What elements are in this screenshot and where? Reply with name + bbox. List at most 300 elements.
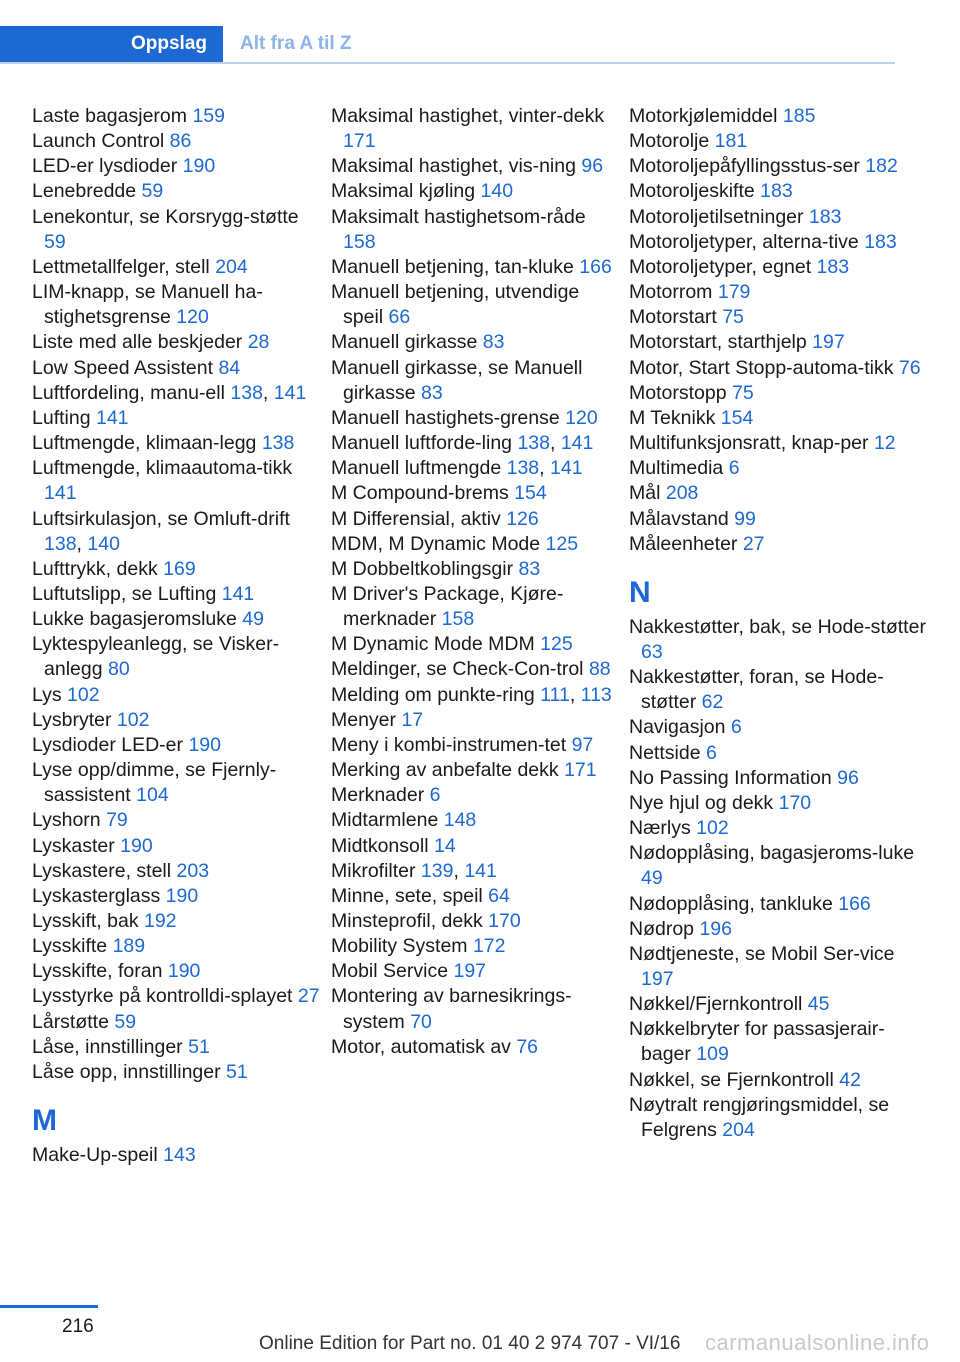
- index-term: Mikrofilter: [331, 859, 421, 882]
- page-reference-link[interactable]: 204: [215, 255, 248, 278]
- page-reference-link[interactable]: 45: [807, 993, 830, 1016]
- page-reference-link[interactable]: 141: [221, 582, 255, 605]
- page-number: 216: [62, 1316, 94, 1337]
- index-term: Manuell luftforde‐ling: [331, 432, 518, 455]
- index-entry: Melding om punkte‐ring 111, 113: [331, 683, 612, 706]
- page-reference-link[interactable]: 139: [420, 859, 454, 882]
- index-term: Lyskastere, stell: [32, 859, 177, 882]
- index-term: Mål: [629, 482, 666, 505]
- page-reference-link[interactable]: 6: [429, 784, 441, 807]
- page-reference-link[interactable]: 62: [701, 691, 724, 714]
- index-term: Lettmetallfelger, stell: [32, 255, 216, 278]
- index-entry: [32, 582, 322, 607]
- page-reference-link[interactable]: 159: [192, 105, 225, 127]
- page-reference-link[interactable]: 83: [482, 331, 505, 354]
- page-reference-link[interactable]: 59: [44, 230, 66, 253]
- page-reference-link[interactable]: 192: [143, 910, 177, 932]
- page-reference-link[interactable]: 183: [816, 255, 850, 278]
- index-column-1: [32, 104, 322, 1168]
- index-term: Manuell girkasse: [331, 331, 483, 354]
- index-entry: Mikrofilter 139, 141: [331, 859, 497, 882]
- page-reference-link[interactable]: 154: [720, 406, 754, 429]
- index-term: Motorkjølemiddel: [629, 105, 783, 127]
- index-column-3: [629, 104, 929, 1143]
- index-entry: [331, 884, 621, 909]
- page-reference-link[interactable]: 76: [898, 356, 921, 379]
- index-entry: [331, 557, 621, 582]
- index-term: Midtarmlene: [331, 809, 444, 832]
- page-reference-link[interactable]: 6: [728, 457, 740, 480]
- page-reference-link[interactable]: 120: [565, 406, 598, 429]
- index-entry: [629, 305, 929, 330]
- index-entry: [32, 834, 322, 859]
- index-term: Menyer: [331, 708, 402, 731]
- page-reference-link[interactable]: 196: [699, 917, 732, 940]
- index-entry: [32, 934, 322, 959]
- page-number-rule: [0, 1305, 98, 1308]
- index-term: Luftsirkulasjon, se Omluft‐drift: [32, 507, 290, 530]
- page-reference-link[interactable]: 59: [141, 180, 164, 203]
- index-term: Nakkestøtter, foran, se Hode‐støtter: [629, 666, 884, 714]
- page-reference-link[interactable]: 143: [163, 1144, 196, 1167]
- index-term: Motoroljepåfyllingsstus‐ser: [629, 155, 866, 178]
- index-entry: [629, 179, 929, 204]
- index-entry: [32, 280, 322, 330]
- index-entry: [32, 1010, 322, 1035]
- page-reference-link[interactable]: 76: [516, 1035, 539, 1058]
- page-reference-link[interactable]: 138: [44, 532, 77, 555]
- index-term: M Dynamic Mode MDM: [331, 633, 541, 656]
- page-reference-link[interactable]: 138: [230, 381, 263, 404]
- page-reference-link[interactable]: 49: [641, 867, 663, 890]
- page-reference-link[interactable]: 14: [433, 834, 456, 857]
- index-term: Lyktespyleanlegg, se Visker‐anlegg: [32, 633, 280, 681]
- page-reference-link[interactable]: 140: [480, 180, 514, 203]
- page-reference-link[interactable]: 190: [120, 834, 153, 857]
- page-reference-link[interactable]: 138: [517, 432, 550, 455]
- index-entry: [331, 255, 621, 280]
- index-entry: [32, 154, 322, 179]
- page-reference-link[interactable]: 183: [864, 230, 897, 253]
- index-term: Launch Control: [32, 130, 170, 153]
- index-entry: [32, 733, 322, 758]
- index-term: Manuell luftmengde: [331, 457, 507, 480]
- page-reference-link[interactable]: 27: [297, 985, 320, 1008]
- index-term: Luftmengde, klimaan‐legg: [32, 432, 262, 455]
- page-reference-link[interactable]: 80: [107, 658, 130, 681]
- index-entry: [629, 665, 929, 715]
- page-reference-link[interactable]: 51: [188, 1035, 210, 1058]
- index-term: Lyskasterglass: [32, 884, 166, 907]
- index-entry: [629, 406, 929, 431]
- index-entry: [331, 657, 621, 682]
- index-entry: [331, 330, 621, 355]
- index-entry: [331, 984, 621, 1034]
- index-entry: [331, 959, 621, 984]
- page-reference-link[interactable]: 140: [87, 532, 120, 555]
- index-term: Minsteprofil, dekk: [331, 910, 489, 932]
- index-entry: [32, 104, 322, 129]
- index-term: Motorstopp: [629, 381, 732, 404]
- page-reference-link[interactable]: 182: [865, 155, 898, 178]
- index-term: Maksimal hastighet, vis‐ning: [331, 155, 582, 178]
- page-reference-link[interactable]: 138: [261, 432, 295, 455]
- index-entry: [32, 1060, 322, 1085]
- page-reference-link[interactable]: 70: [410, 1010, 432, 1033]
- index-entry: [331, 104, 621, 154]
- page-reference-link[interactable]: 158: [343, 230, 376, 253]
- index-term: Motor, Start Stopp-automa‐tikk: [629, 356, 899, 379]
- index-entry: [331, 758, 621, 783]
- index-term: M Differensial, aktiv: [331, 507, 507, 530]
- index-entry: [32, 1143, 322, 1168]
- page-reference-link[interactable]: 141: [273, 381, 307, 404]
- index-term: Low Speed Assistent: [32, 356, 219, 379]
- index-entry: [629, 892, 929, 917]
- index-entry: [32, 179, 322, 204]
- page-reference-link[interactable]: 75: [722, 306, 744, 329]
- index-entry: [629, 917, 929, 942]
- index-term: Melding om punkte‐ring: [331, 683, 541, 706]
- page-reference-link[interactable]: 208: [665, 482, 699, 505]
- index-term: Laste bagasjerom: [32, 105, 193, 127]
- page-reference-link[interactable]: 125: [540, 633, 573, 656]
- index-entry: [629, 1017, 929, 1067]
- index-section-letter: N: [629, 575, 651, 609]
- index-entry: [331, 356, 621, 406]
- page-reference-link[interactable]: 181: [714, 130, 748, 153]
- page-reference-link[interactable]: 141: [44, 482, 77, 505]
- index-term: Nakkestøtter, bak, se Hode‐støtter: [629, 615, 926, 638]
- index-entry: [331, 708, 621, 733]
- index-entry: [629, 1093, 929, 1143]
- index-term: Manuell girkasse, se Manuell girkasse: [331, 356, 583, 404]
- page-reference-link[interactable]: 113: [580, 683, 612, 706]
- page-reference-link[interactable]: 97: [571, 733, 594, 756]
- page-reference-link[interactable]: 6: [730, 716, 742, 739]
- index-section-letter: M: [32, 1104, 57, 1138]
- index-term: Nødopplåsing, tankluke: [629, 892, 839, 915]
- index-entry: [331, 934, 621, 959]
- index-entry: [32, 984, 322, 1009]
- page-reference-link[interactable]: 27: [742, 532, 765, 555]
- page-reference-link[interactable]: 66: [388, 306, 411, 329]
- index-term: Motoroljetilsetninger: [629, 205, 809, 228]
- edition-footer: Online Edition for Part no. 01 40 2 974 707 - VI/16: [259, 1333, 681, 1354]
- page-reference-link[interactable]: 99: [734, 507, 756, 530]
- page-reference-link[interactable]: 190: [165, 884, 199, 907]
- index-term: Nøkkel, se Fjernkontroll: [629, 1068, 840, 1091]
- page-reference-link[interactable]: 84: [218, 356, 241, 379]
- index-term: MDM, M Dynamic Mode: [331, 532, 546, 555]
- watermark: carmanualsonline.info: [705, 1330, 930, 1355]
- index-term: Lufttrykk, dekk: [32, 557, 164, 580]
- index-term: LED-er lysdioder: [32, 155, 183, 178]
- index-term: Mobil Service: [331, 960, 454, 983]
- index-entry: [331, 733, 621, 758]
- index-term: Motorolje: [629, 130, 715, 153]
- index-term: Lukke bagasjeromsluke: [32, 608, 243, 631]
- index-entry: [629, 356, 929, 381]
- index-entry: [629, 381, 929, 406]
- index-term: Motorrom: [629, 281, 718, 304]
- index-term: Lysdioder LED-er: [32, 733, 189, 756]
- index-column-2: [331, 104, 621, 1060]
- page-reference-link[interactable]: 170: [488, 910, 521, 932]
- index-term: Lysbryter: [32, 708, 117, 731]
- page-reference-link[interactable]: 63: [641, 640, 663, 663]
- index-entry: [629, 532, 929, 557]
- index-entry: [629, 615, 929, 665]
- index-term: Nettside: [629, 741, 706, 764]
- index-entry: [331, 179, 621, 204]
- index-entry: [32, 808, 322, 833]
- index-term: Multimedia: [629, 457, 729, 480]
- page-reference-link[interactable]: 126: [506, 507, 539, 530]
- index-term: Montering av barnesikrings‐system: [331, 985, 572, 1033]
- page-reference-link[interactable]: 154: [514, 482, 547, 505]
- index-term: Motorstart: [629, 306, 723, 329]
- page-reference-link[interactable]: 6: [705, 741, 717, 764]
- page-reference-link[interactable]: 83: [421, 381, 443, 404]
- page-reference-link[interactable]: 197: [812, 331, 845, 354]
- page-reference-link[interactable]: 138: [506, 457, 540, 480]
- page-reference-link[interactable]: 190: [167, 960, 201, 983]
- page-reference-link[interactable]: 104: [136, 784, 169, 807]
- page-reference-link[interactable]: 158: [441, 608, 475, 631]
- page-reference-link[interactable]: 75: [731, 381, 754, 404]
- index-term: Motoroljeskifte: [629, 180, 761, 203]
- page-reference-link[interactable]: 12: [873, 432, 896, 455]
- index-entry: [32, 557, 322, 582]
- index-term: Luftutslipp, se Lufting: [32, 582, 222, 605]
- page-reference-link[interactable]: 197: [641, 968, 674, 990]
- index-entry: [32, 205, 322, 255]
- index-entry: [629, 330, 929, 355]
- index-term: Lysskifte, foran: [32, 960, 168, 983]
- index-entry: [32, 129, 322, 154]
- index-entry: Manuell luftforde‐ling 138, 141: [331, 432, 594, 455]
- index-entry: [629, 816, 929, 841]
- page-reference-link[interactable]: 51: [226, 1060, 248, 1083]
- page-reference-link[interactable]: 141: [550, 457, 583, 480]
- page-reference-link[interactable]: 141: [560, 432, 594, 455]
- page-reference-link[interactable]: 190: [182, 155, 216, 178]
- index-entry: [629, 992, 929, 1017]
- page-reference-link[interactable]: 42: [839, 1068, 861, 1091]
- index-term: Lenebredde: [32, 180, 142, 203]
- index-term: M Dobbeltkoblingsgir: [331, 557, 519, 580]
- index-term: M Teknikk: [629, 406, 721, 429]
- index-entry: [32, 607, 322, 632]
- index-entry: Manuell luftmengde 138, 141: [331, 457, 583, 480]
- index-term: Liste med alle beskjeder: [32, 331, 248, 354]
- index-term: Nødtjeneste, se Mobil Ser‐vice: [629, 942, 895, 965]
- index-entry: [331, 154, 621, 179]
- index-term: Luftmengde, klimaautoma‐tikk: [32, 457, 293, 480]
- page-reference-link[interactable]: 28: [247, 331, 270, 354]
- index-entry: [331, 834, 621, 859]
- index-term: Lufting: [32, 406, 96, 429]
- index-entry: [32, 356, 322, 381]
- index-term: Midtkonsoll: [331, 834, 434, 857]
- index-term: No Passing Information: [629, 766, 838, 789]
- index-entry: [331, 481, 621, 506]
- page-reference-link[interactable]: 17: [401, 708, 424, 731]
- index-term: Nødrop: [629, 917, 700, 940]
- page-reference-link[interactable]: 190: [188, 733, 221, 756]
- index-entry: [331, 1035, 621, 1060]
- page-reference-link[interactable]: 111: [540, 683, 570, 706]
- index-entry: [629, 1068, 929, 1093]
- tab-alt-fra-a-til-z[interactable]: Alt fra A til Z: [240, 33, 352, 54]
- page-reference-link[interactable]: 166: [579, 255, 612, 278]
- index-entry: Luftfordeling, manu‐ell 138, 141: [32, 381, 307, 404]
- index-term: Nøkkel/Fjernkontroll: [629, 993, 808, 1016]
- page-reference-link[interactable]: 120: [176, 306, 209, 329]
- page-reference-link[interactable]: 185: [782, 105, 816, 127]
- index-entry: [629, 942, 929, 992]
- index-term: Navigasjon: [629, 716, 731, 739]
- index-term: Minne, sete, speil: [331, 884, 489, 907]
- index-term: Nøytralt rengjøringsmiddel, se Felgrens: [629, 1093, 890, 1141]
- index-entry: Luftsirkulasjon, se Omluft‐drift 138, 140: [32, 507, 290, 555]
- index-term: Make-Up-speil: [32, 1144, 164, 1167]
- page-reference-link[interactable]: 171: [343, 130, 376, 153]
- index-entry: [629, 255, 929, 280]
- index-entry: [331, 406, 621, 431]
- page-reference-link[interactable]: 59: [114, 1010, 137, 1033]
- index-term: Lyshorn: [32, 809, 107, 832]
- index-entry: [331, 532, 621, 557]
- index-term: Meldinger, se Check-Con‐trol: [331, 658, 589, 681]
- index-entry: [629, 766, 929, 791]
- index-term: LIM-knapp, se Manuell ha‐stighetsgrense: [32, 281, 263, 329]
- index-entry: [629, 431, 929, 456]
- index-term: Maksimal hastighet, vinter‐dekk: [331, 105, 605, 127]
- index-term: Nødopplåsing, bagasjeroms‐luke: [629, 842, 915, 865]
- index-term: Multifunksjonsratt, knap‐per: [629, 432, 874, 455]
- page-reference-link[interactable]: 183: [808, 205, 842, 228]
- index-term: M Driver's Package, Kjøre‐merknader: [331, 582, 564, 631]
- index-entry: [629, 280, 929, 305]
- page-reference-link[interactable]: 183: [760, 180, 793, 203]
- page-reference-link[interactable]: 86: [169, 130, 192, 153]
- index-entry: [32, 959, 322, 984]
- index-term: Nye hjul og dekk: [629, 791, 779, 814]
- index-entry: [32, 1035, 322, 1060]
- index-entry: [32, 632, 322, 682]
- index-term: Manuell hastighets‐grense: [331, 406, 566, 429]
- page-reference-link[interactable]: 197: [453, 960, 487, 983]
- index-term: Målavstand: [629, 507, 735, 530]
- page-reference-link[interactable]: 148: [443, 809, 477, 832]
- tab-oppslag[interactable]: Oppslag: [0, 26, 223, 62]
- index-entry: [629, 230, 929, 255]
- page-reference-link[interactable]: 166: [838, 892, 871, 915]
- index-term: Lyse opp/dimme, se Fjernly‐sassistent: [32, 759, 277, 807]
- index-entry: [32, 456, 322, 506]
- index-term: Låse, innstillinger: [32, 1035, 189, 1058]
- index-entry: [629, 456, 929, 481]
- page-reference-link[interactable]: 203: [176, 859, 210, 882]
- index-entry: [629, 841, 929, 891]
- index-entry: [331, 632, 621, 657]
- index-entry: [629, 715, 929, 740]
- index-entry: [331, 205, 621, 255]
- index-term: Maksimal kjøling: [331, 180, 481, 203]
- index-term: Lenekontur, se Korsrygg‐støtte: [32, 205, 299, 228]
- index-term: Motor, automatisk av: [331, 1035, 517, 1058]
- index-term: Luftfordeling, manu‐ell: [32, 381, 231, 404]
- index-term: Lårstøtte: [32, 1010, 115, 1033]
- page-reference-link[interactable]: 189: [112, 935, 146, 958]
- page-reference-link[interactable]: 179: [717, 281, 751, 304]
- index-term: Manuell betjening, utvendige speil: [331, 281, 580, 329]
- page-reference-link[interactable]: 64: [488, 884, 510, 907]
- index-entry: [331, 507, 621, 532]
- index-term: Merknader: [331, 784, 430, 807]
- page-reference-link[interactable]: 172: [472, 935, 506, 958]
- index-entry: [32, 255, 322, 280]
- page-reference-link[interactable]: 204: [722, 1118, 755, 1141]
- index-term: Maksimalt hastighetsom‐råde: [331, 205, 586, 228]
- index-term: Låse opp, innstillinger: [32, 1060, 227, 1083]
- index-term: Nøkkelbryter for passasjerair‐bager: [629, 1018, 885, 1066]
- index-term: Lysskifte: [32, 935, 113, 958]
- index-term: Lysskift, bak: [32, 910, 144, 932]
- index-term: Manuell betjening, tan‐kluke: [331, 255, 580, 278]
- index-term: Lys: [32, 683, 68, 706]
- index-entry: [32, 431, 322, 456]
- page-reference-link[interactable]: 170: [778, 791, 812, 814]
- index-entry: [629, 129, 929, 154]
- page-reference-link[interactable]: 49: [242, 608, 264, 631]
- page-reference-link[interactable]: 171: [564, 759, 597, 782]
- index-term: Motoroljetyper, egnet: [629, 255, 817, 278]
- index-term: Motorstart, starthjelp: [629, 331, 813, 354]
- page-reference-link[interactable]: 96: [837, 766, 859, 789]
- index-entry: [629, 481, 929, 506]
- index-term: Nærlys: [629, 817, 697, 840]
- page-reference-link[interactable]: 141: [464, 859, 497, 882]
- index-entry: [32, 708, 322, 733]
- index-entry: [629, 104, 929, 129]
- index-term: Måleenheter: [629, 532, 743, 555]
- page-reference-link[interactable]: 102: [67, 683, 100, 706]
- index-entry: [629, 205, 929, 230]
- page-reference-link[interactable]: 79: [106, 809, 128, 832]
- page-reference-link[interactable]: 125: [545, 532, 579, 555]
- page-reference-link[interactable]: 96: [581, 155, 604, 178]
- index-entry: [331, 808, 621, 833]
- index-entry: [331, 582, 621, 632]
- page-reference-link[interactable]: 102: [696, 817, 729, 840]
- index-entry: [32, 330, 322, 355]
- index-entry: [32, 884, 322, 909]
- index-entry: [32, 909, 322, 934]
- index-entry: [629, 741, 929, 766]
- header-tabs: [0, 26, 895, 64]
- page-reference-link[interactable]: 83: [518, 557, 541, 580]
- page-reference-link[interactable]: 169: [163, 557, 196, 580]
- page-reference-link[interactable]: 88: [588, 658, 611, 681]
- page-reference-link[interactable]: 141: [95, 406, 129, 429]
- page-reference-link[interactable]: 102: [116, 708, 150, 731]
- index-entry: [629, 154, 929, 179]
- index-entry: [629, 791, 929, 816]
- page-reference-link[interactable]: 109: [696, 1043, 729, 1066]
